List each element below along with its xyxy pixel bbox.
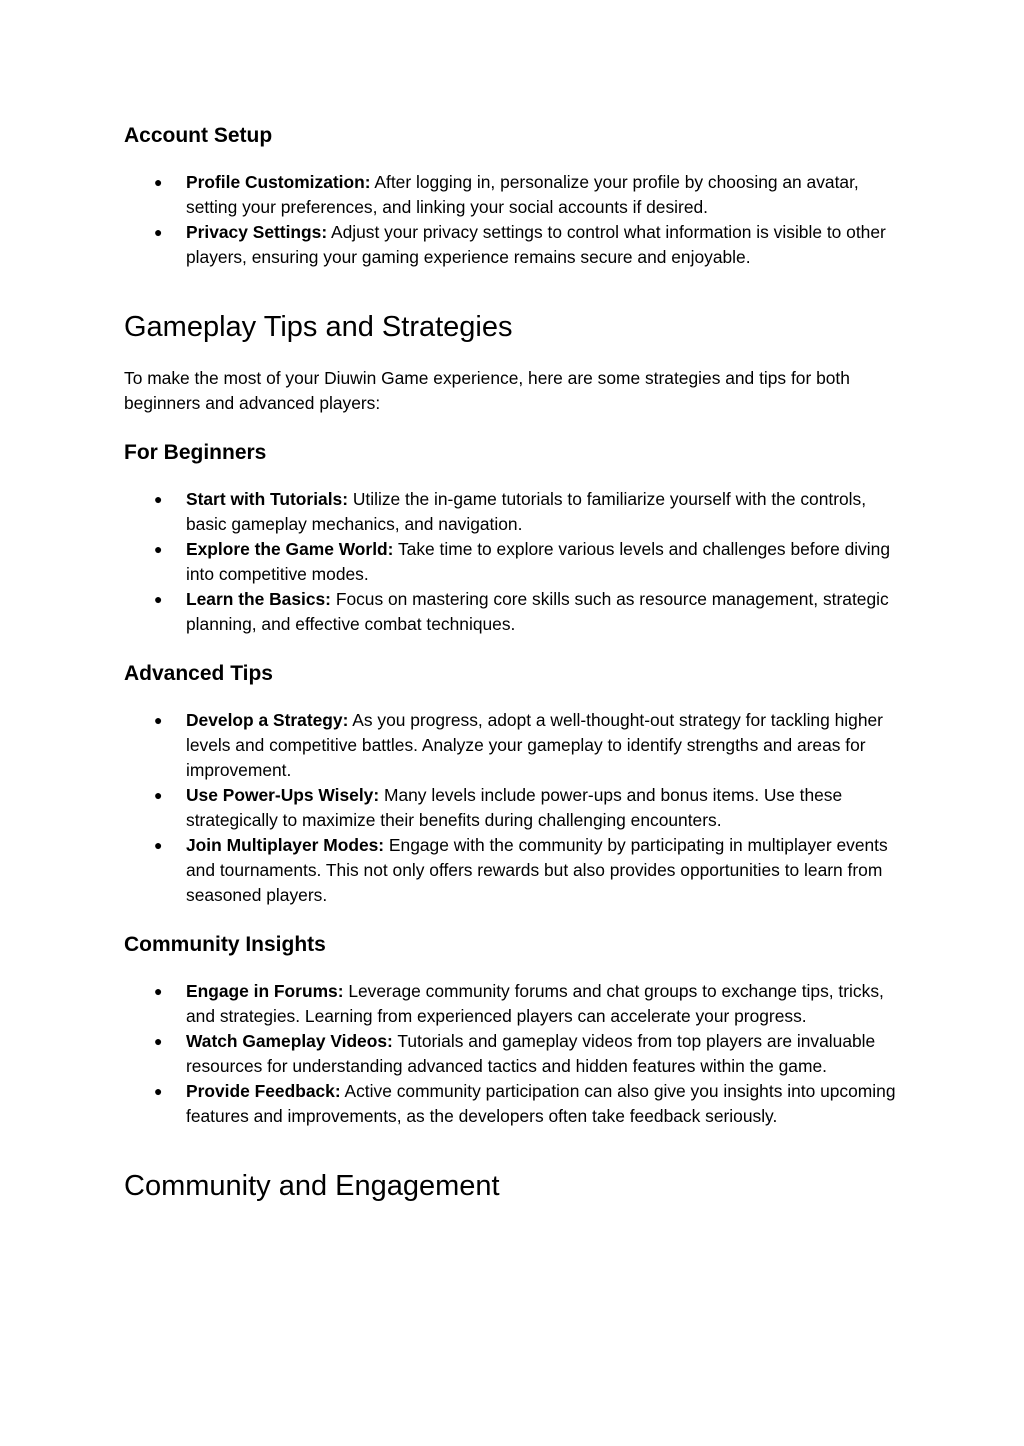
- item-text: As you progress, adopt a well-thought-out strategy for tackling higher levels and competitive battles. Analyze your gameplay to identify strengths and areas for improvement.: [186, 710, 883, 780]
- list-item: [124, 170, 904, 220]
- bullet-icon: ●: [154, 224, 163, 240]
- gameplay-intro: To make the most of your Diuwin Game experience, here are some strategies and tips for both beginners and advanced players:: [124, 368, 850, 413]
- bullet-icon: ●: [154, 541, 163, 557]
- item-title: Use Power-Ups Wisely:: [186, 785, 380, 805]
- item-title: Develop a Strategy:: [186, 710, 349, 730]
- bullet-icon: ●: [154, 491, 163, 507]
- item-text: Many levels include power-ups and bonus items. Use these strategically to maximize their benefits during challenging encounters.: [186, 785, 843, 830]
- list-item: [124, 1029, 904, 1079]
- bullet-icon: ●: [154, 174, 163, 190]
- list-community-insights: [124, 979, 904, 1129]
- list-item: [124, 220, 904, 270]
- bullet-icon: ●: [154, 1033, 163, 1049]
- item-title: Profile Customization:: [186, 172, 371, 192]
- list-item: [124, 833, 904, 908]
- item-text: Engage with the community by participating in multiplayer events and tournaments. This not only offers rewards but also provides opportunities to learn from seasoned players.: [186, 835, 888, 905]
- bullet-icon: ●: [154, 837, 163, 853]
- item-text: Leverage community forums and chat groups to exchange tips, tricks, and strategies. Learning from experienced players can accelerate your progress.: [186, 981, 884, 1026]
- item-title: Provide Feedback:: [186, 1081, 341, 1101]
- bullet-icon: ●: [154, 591, 163, 607]
- list-item: [124, 587, 904, 637]
- list-item: [124, 487, 904, 537]
- item-title: Engage in Forums:: [186, 981, 344, 1001]
- list-item: [124, 1079, 904, 1129]
- list-item: [124, 783, 904, 833]
- bullet-icon: ●: [154, 712, 163, 728]
- item-text: Utilize the in-game tutorials to familiarize yourself with the controls, basic gameplay mechanics, and navigation.: [186, 489, 867, 534]
- list-item: [124, 979, 904, 1029]
- item-text: Tutorials and gameplay videos from top players are invaluable resources for understanding advanced tactics and hidden features within the game.: [186, 1031, 876, 1076]
- list-item: [124, 537, 904, 587]
- heading-community-insights: Community Insights: [124, 933, 326, 956]
- list-item: [124, 708, 904, 783]
- bullet-icon: ●: [154, 1083, 163, 1099]
- item-text: Adjust your privacy settings to control what information is visible to other players, ensuring your gaming experience remains secure and enjoyable.: [186, 222, 886, 267]
- heading-gameplay-tips: Gameplay Tips and Strategies: [124, 311, 513, 343]
- heading-advanced-tips: Advanced Tips: [124, 662, 273, 685]
- item-text: Take time to explore various levels and challenges before diving into competitive modes.: [186, 539, 891, 584]
- list-beginners: [124, 487, 904, 637]
- heading-for-beginners: For Beginners: [124, 441, 267, 464]
- item-title: Join Multiplayer Modes:: [186, 835, 385, 855]
- item-title: Start with Tutorials:: [186, 489, 348, 509]
- bullet-icon: ●: [154, 983, 163, 999]
- item-text: Active community participation can also give you insights into upcoming features and improvements, as the developers often take feedback seriously.: [186, 1081, 896, 1126]
- item-title: Learn the Basics:: [186, 589, 331, 609]
- item-title: Watch Gameplay Videos:: [186, 1031, 393, 1051]
- bullet-icon: ●: [154, 787, 163, 803]
- item-text: After logging in, personalize your profile by choosing an avatar, setting your preferences, and linking your social accounts if desired.: [186, 172, 859, 217]
- list-account-setup: [124, 170, 904, 270]
- item-title: Privacy Settings:: [186, 222, 328, 242]
- item-text: Focus on mastering core skills such as resource management, strategic planning, and effective combat techniques.: [186, 589, 889, 634]
- heading-community-engagement: Community and Engagement: [124, 1170, 500, 1202]
- list-advanced: [124, 708, 904, 908]
- heading-account-setup: Account Setup: [124, 124, 273, 147]
- document-page: [124, 121, 904, 1205]
- item-title: Explore the Game World:: [186, 539, 394, 559]
